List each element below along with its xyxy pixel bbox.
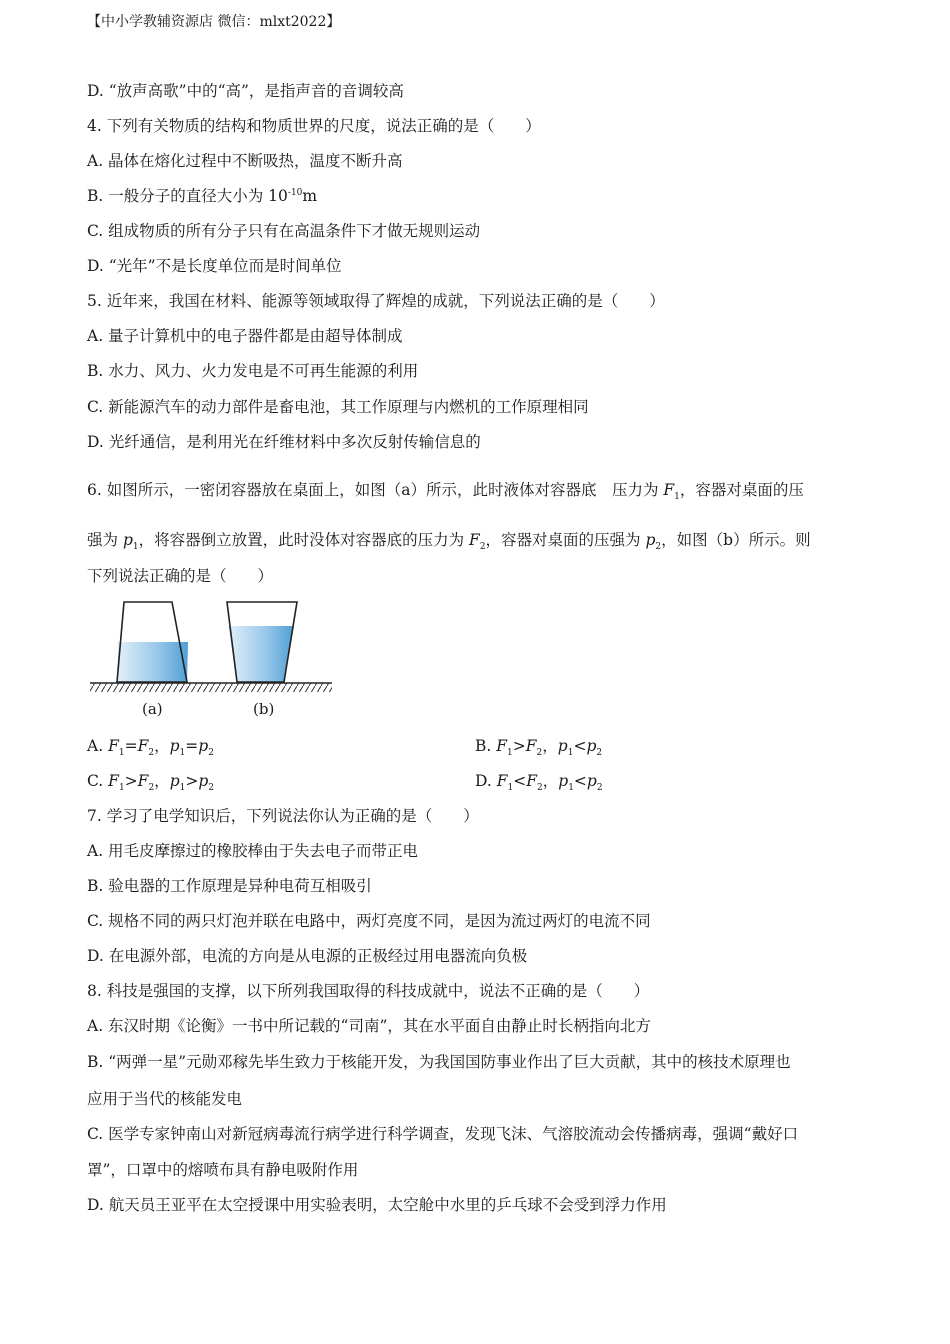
q8-option-b-line2: 应用于当代的核能发电 — [87, 1090, 243, 1108]
q7-option-d: D. 在电源外部，电流的方向是从电源的正极经过用电器流向负极 — [87, 947, 528, 965]
q4-option-b: B. 一般分子的直径大小为 $10^{-10}m$ — [87, 187, 318, 205]
q7-option-a: A. 用毛皮摩擦过的橡胶棒由于失去电子而带正电 — [87, 842, 419, 860]
q8-option-a: A. 东汉时期《论衡》一书中所记载的“司南”，其在水平面自由静止时长柄指向北方 — [87, 1017, 651, 1035]
q7-option-b: B. 验电器的工作原理是异种电荷互相吸引 — [87, 877, 372, 895]
q4-option-d: D. “光年”不是长度单位而是时间单位 — [87, 257, 342, 275]
q5-option-c: C. 新能源汽车的动力部件是畜电池，其工作原理与内燃机的工作原理相同 — [87, 398, 589, 416]
q8-option-d: D. 航天员王亚平在太空授课中用实验表明，太空舱中水里的乒乓球不会受到浮力作用 — [87, 1196, 667, 1214]
q8-option-c-line1: C. 医学专家钟南山对新冠病毒流行病学进行科学调查，发现飞沫、气溶胶流动会传播病毒，强调“戴好口 — [87, 1125, 799, 1143]
q4-option-c: C. 组成物质的所有分子只有在高温条件下才做无规则运动 — [87, 222, 481, 240]
q5-option-a: A. 量子计算机中的电子器件都是由超导体制成 — [87, 327, 403, 345]
container-b — [227, 602, 297, 682]
q4-option-a: A. 晶体在熔化过程中不断吸热，温度不断升高 — [87, 152, 403, 170]
q5-option-d: D. 光纤通信，是利用光在纤维材料中多次反射传输信息的 — [87, 433, 481, 451]
q6-stem-line1: 6. 如图所示，一密闭容器放在桌面上，如图（a）所示，此时液体对容器底 压力为 $F_1$，容器对桌面的压 — [87, 481, 804, 503]
q6-option-a: A. $F_1=F_2$，$p_1=p_2$ — [87, 737, 214, 759]
q7-stem: 7. 学习了电学知识后，下列说法你认为正确的是（ ） — [87, 807, 479, 825]
q6-option-d: D. $F_1<F_2$，$p_1<p_2$ — [475, 772, 603, 794]
q6-option-b: B. $F_1>F_2$，$p_1<p_2$ — [475, 737, 603, 759]
q6-stem-line2: 强为 $p_1$，将容器倒立放置，此时没体对容器底的压力为 $F_2$，容器对桌面的压强为 $p_2$，如图（b）所示。则 — [87, 531, 811, 553]
container-a — [117, 602, 188, 682]
q8-stem: 8. 科技是强国的支撑，以下所列我国取得的科技成就中，说法不正确的是（ ） — [87, 982, 650, 1000]
q8-option-b-line1: B. “两弹一星”元勋邓稼先毕生致力于核能开发，为我国国防事业作出了巨大贡献，其中的核技术原理也 — [87, 1053, 791, 1071]
figure-label-a: (a) — [142, 700, 163, 718]
q4-stem: 4. 下列有关物质的结构和物质世界的尺度，说法正确的是（ ） — [87, 117, 541, 135]
container-figure — [87, 596, 337, 726]
q8-option-c-line2: 罩”，口罩中的熔喷布具有静电吸附作用 — [87, 1161, 359, 1179]
q6-stem-line3: 下列说法正确的是（ ） — [87, 567, 274, 585]
figure-label-b: (b) — [253, 700, 275, 718]
page-header: 【中小学教辅资源店 微信：mlxt2022】 — [87, 14, 341, 30]
q5-option-b: B. 水力、风力、火力发电是不可再生能源的利用 — [87, 362, 419, 380]
q6-option-c: C. $F_1>F_2$，$p_1>p_2$ — [87, 772, 215, 794]
q7-option-c: C. 规格不同的两只灯泡并联在电路中，两灯亮度不同，是因为流过两灯的电流不同 — [87, 912, 651, 930]
q5-stem: 5. 近年来，我国在材料、能源等领域取得了辉煌的成就，下列说法正确的是（ ） — [87, 292, 665, 310]
q3-option-d: D. “放声高歌”中的“高”，是指声音的音调较高 — [87, 82, 404, 100]
table-surface — [90, 683, 332, 692]
